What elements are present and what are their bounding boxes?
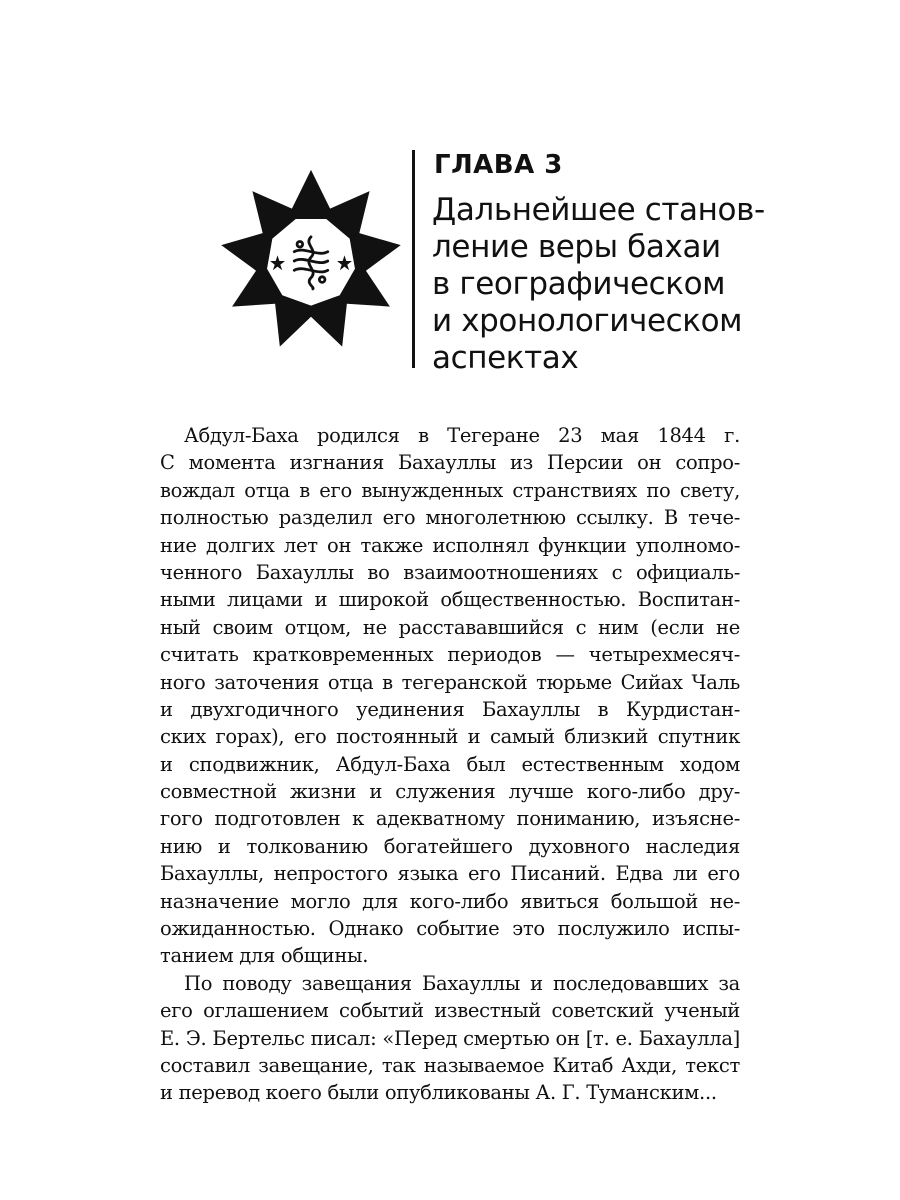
paragraph-line: гого подготовлен к адекватному пониманию, изъясне-	[160, 807, 740, 831]
paragraph-line: полностью разделил его многолетнюю ссылку. В тече-	[160, 506, 740, 530]
chapter-title-line: и хронологическом	[432, 303, 743, 339]
paragraph-line: ный своим отцом, не расстававшийся с ним (если не	[160, 615, 740, 639]
chapter-title	[432, 192, 765, 377]
paragraph-line: По поводу завещания Бахауллы и последовавших за	[184, 971, 740, 995]
vertical-divider	[412, 150, 415, 368]
paragraph-line: ного заточения отца в тегеранской тюрьме Сийах Чаль	[160, 670, 740, 694]
chapter-title-line: Дальнейшее станов-	[432, 192, 765, 228]
paragraph-line: и перевод коего были опубликованы А. Г. Туманским...	[160, 1081, 717, 1105]
nine-pointed-star-icon	[218, 168, 404, 354]
chapter-title-line: аспектах	[432, 340, 579, 376]
chapter-number: ГЛАВА 3	[434, 150, 563, 180]
paragraph-line: назначение могло для кого-либо явиться большой не-	[160, 889, 740, 913]
chapter-title-line: ление веры бахаи	[432, 229, 721, 265]
paragraph-line: нию и толкованию богатейшего духовного наследия	[160, 834, 740, 858]
paragraph-line: вождал отца в его вынужденных странствиях по свету,	[160, 478, 740, 502]
paragraph-line: и двухгодичного уединения Бахауллы в Курдистан-	[160, 697, 740, 721]
paragraph-line: считать кратковременных периодов — четырехмесяч-	[160, 643, 740, 667]
paragraph	[160, 422, 740, 970]
paragraph-line: ожиданностью. Однако событие это послужило испы-	[160, 917, 740, 941]
paragraph-line: ченного Бахауллы во взаимоотношениях с официаль-	[160, 560, 740, 584]
paragraph-line: Абдул-Баха родился в Тегеране 23 мая 1844 г.	[184, 424, 740, 447]
paragraph-line: совместной жизни и служения лучше кого-либо дру-	[160, 780, 740, 804]
paragraph-line: ными лицами и широкой общественностью. Воспитан-	[160, 588, 740, 612]
paragraph-line: ние долгих лет он также исполнял функции уполномо-	[160, 533, 740, 557]
paragraph-line: ских горах), его постоянный и самый близкий спутник	[160, 725, 740, 749]
paragraph-line: танием для общины.	[160, 944, 369, 968]
paragraph-line: Бахауллы, непростого языка его Писаний. Едва ли его	[160, 862, 740, 886]
paragraph-line: и сподвижник, Абдул-Баха был естественным ходом	[160, 752, 740, 776]
chapter-title-line: в географическом	[432, 266, 726, 302]
paragraph-line: его оглашением событий известный советский ученый	[160, 999, 740, 1023]
paragraph-line: С момента изгнания Бахауллы из Персии он сопро-	[160, 451, 740, 475]
body-text	[160, 422, 740, 1107]
paragraph-line: Е. Э. Бертельс писал: «Перед смертью он [т. е. Бахаулла]	[160, 1026, 740, 1050]
paragraph-line: составил завещание, так называемое Китаб Ахди, текст	[160, 1053, 740, 1077]
paragraph	[160, 970, 740, 1107]
